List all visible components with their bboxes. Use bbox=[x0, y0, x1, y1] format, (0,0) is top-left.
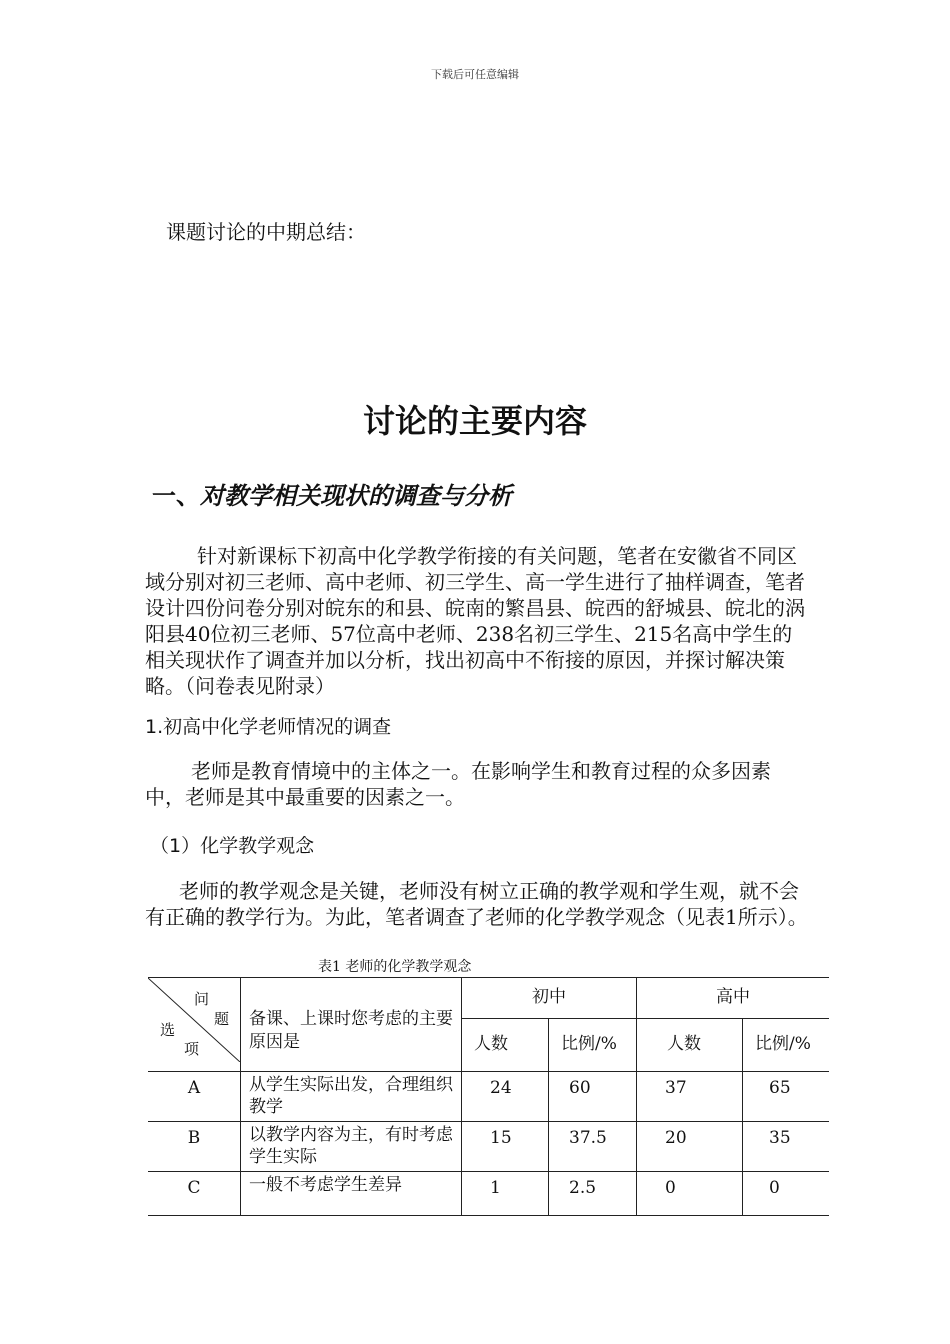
option-text-cell: 以教学内容为主，有时考虑学生实际 bbox=[241, 1122, 462, 1172]
table-row bbox=[148, 1122, 829, 1172]
value-cell: 0 bbox=[637, 1172, 743, 1216]
diag-word-2: 题 bbox=[214, 1010, 230, 1028]
col-header-count: 人数 bbox=[462, 1019, 549, 1072]
section-title: 对教学相关现状的调查与分析 bbox=[200, 482, 512, 510]
diag-word-4: 项 bbox=[184, 1040, 200, 1058]
value-cell: 2.5 bbox=[549, 1172, 637, 1216]
col-header-ratio: 比例/% bbox=[549, 1019, 637, 1072]
table-row bbox=[148, 1172, 829, 1216]
value-cell: 60 bbox=[549, 1072, 637, 1122]
table-row bbox=[148, 1072, 829, 1122]
survey-table bbox=[148, 977, 829, 1216]
value-cell: 0 bbox=[743, 1172, 830, 1216]
value-cell: 37 bbox=[637, 1072, 743, 1122]
col-header-count: 人数 bbox=[637, 1019, 743, 1072]
header-note: 下载后可任意编辑 bbox=[431, 68, 519, 81]
value-cell: 15 bbox=[462, 1122, 549, 1172]
table-caption: 表1 老师的化学教学观念 bbox=[318, 959, 472, 975]
subheading-concepts: （1）化学教学观念 bbox=[150, 835, 315, 857]
value-cell: 65 bbox=[743, 1072, 830, 1122]
paragraph-survey: 针对新课标下初高中化学教学衔接的有关问题，笔者在安徽省不同区域分别对初三老师、高中老师、初三学生、高一学生进行了抽样调查，笔者设计四份问卷分别对皖东的和县、皖南的繁昌县、皖西的舒城县、皖北的涡阳县40位初三老师、57位高中老师、238名初三学生、215名高中学生的相关现状作了调查并加以分析，找出初高中不衔接的原因，并探讨解决策略。（问卷表见附录） bbox=[145, 544, 805, 698]
paragraph-concepts: 老师的教学观念是关键，老师没有树立正确的教学观和学生观，就不会有正确的教学行为。为此，笔者调查了老师的化学教学观念（见表1所示）。 bbox=[145, 879, 808, 929]
diagonal-header-cell bbox=[148, 978, 241, 1072]
section-prefix: 一、 bbox=[152, 482, 200, 510]
option-text-cell: 从学生实际出发，合理组织教学 bbox=[241, 1072, 462, 1122]
value-cell: 24 bbox=[462, 1072, 549, 1122]
option-cell: C bbox=[148, 1172, 241, 1216]
diag-word-1: 问 bbox=[194, 990, 210, 1008]
value-cell: 1 bbox=[462, 1172, 549, 1216]
option-cell: B bbox=[148, 1122, 241, 1172]
value-cell: 37.5 bbox=[549, 1122, 637, 1172]
subheading-teachers: 1.初高中化学老师情况的调查 bbox=[145, 716, 392, 738]
value-cell: 35 bbox=[743, 1122, 830, 1172]
group-header-senior: 高中 bbox=[637, 978, 830, 1019]
question-cell: 备课、上课时您考虑的主要原因是 bbox=[241, 978, 462, 1072]
section-heading bbox=[152, 476, 512, 511]
intro-label: 课题讨论的中期总结： bbox=[166, 220, 366, 244]
diag-word-3: 选 bbox=[160, 1021, 176, 1039]
group-header-junior: 初中 bbox=[462, 978, 637, 1019]
col-header-ratio: 比例/% bbox=[743, 1019, 830, 1072]
page-title: 讨论的主要内容 bbox=[362, 402, 587, 440]
option-text-cell: 一般不考虑学生差异 bbox=[241, 1172, 462, 1216]
value-cell: 20 bbox=[637, 1122, 743, 1172]
paragraph-teachers: 老师是教育情境中的主体之一。在影响学生和教育过程的众多因素中，老师是其中最重要的因素之一。 bbox=[145, 759, 771, 809]
option-cell: A bbox=[148, 1072, 241, 1122]
